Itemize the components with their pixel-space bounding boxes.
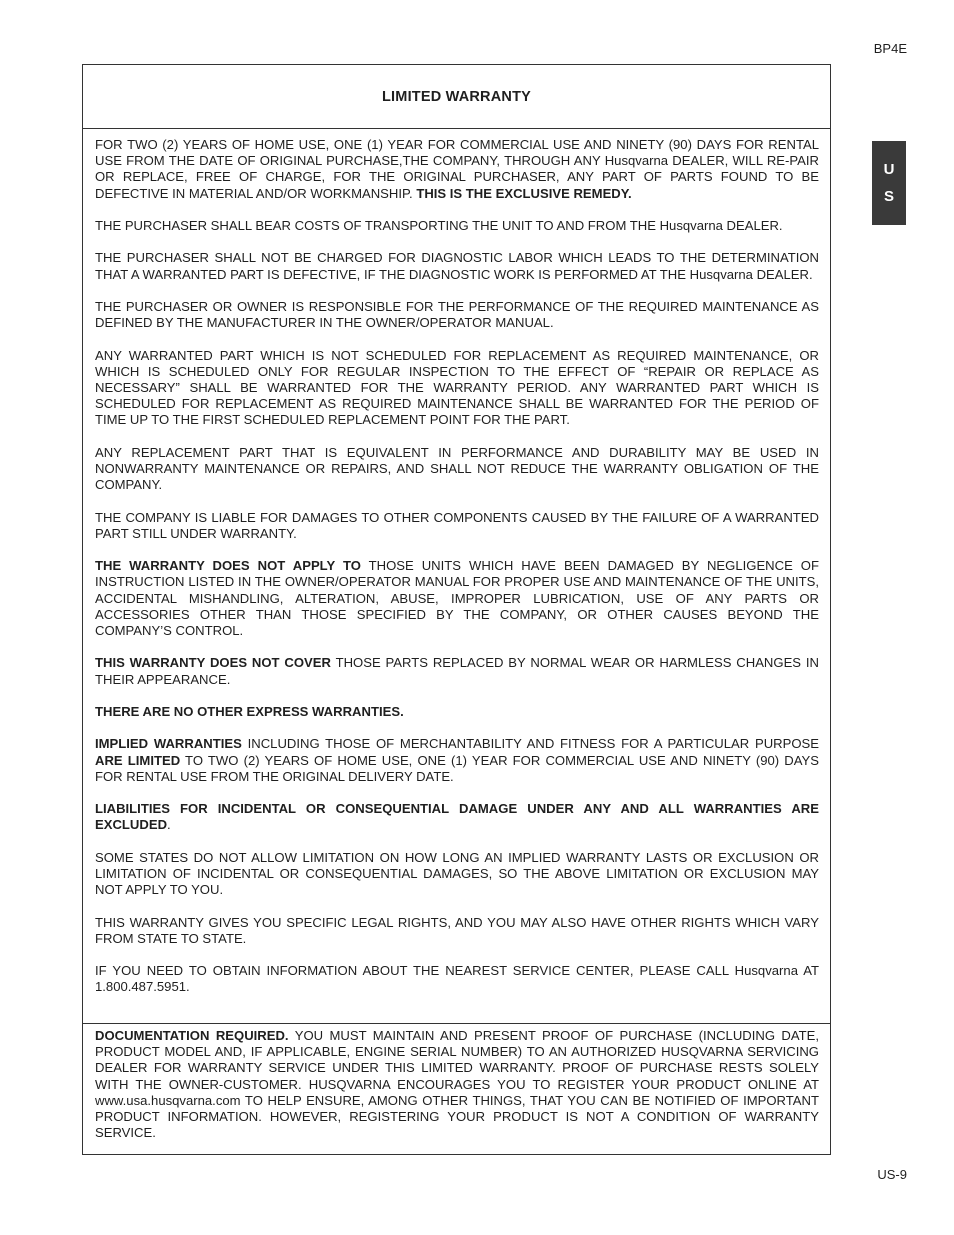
- warranty-title: LIMITED WARRANTY: [83, 65, 830, 129]
- documentation-section: [83, 1024, 830, 1141]
- paragraph-no-express-warranties: THERE ARE NO OTHER EXPRESS WARRANTIES.: [95, 703, 404, 719]
- paragraph-warranted-parts: ANY WARRANTED PART WHICH IS NOT SCHEDULED FOR REPLACEMENT AS REQUIRED MAINTENANCE, OR WHICH IS SCHEDULED ONLY FOR REGULAR INSPECTION TO THE EFFECT OF “REPAIR OR REPLACE AS NECESSARY” SHALL BE WARRANTED FOR THE WARRANTY PERIOD. ANY WARRANTED PART WHICH IS SCHEDULED FOR REPLACEMENT AS REQUIRED MAINTENANCE SHALL BE WARRANTED FOR THE PERIOD OF TIME UP TO THE FIRST SCHEDULED REPLACEMENT POINT FOR THE PART.: [95, 347, 819, 428]
- paragraph-state-limitations: SOME STATES DO NOT ALLOW LIMITATION ON HOW LONG AN IMPLIED WARRANTY LASTS OR EXCLUSION OR LIMITATION OF INCIDENTAL OR CONSEQUENTIAL DAMAGES, SO THE ABOVE LIMITATION OR EXCLUSION MAY NOT APPLY TO YOU.: [95, 849, 819, 898]
- paragraph-coverage: FOR TWO (2) YEARS OF HOME USE, ONE (1) YEAR FOR COMMERCIAL USE AND NINETY (90) DAYS FOR RENTAL USE FROM THE DATE OF ORIGINAL PURCHASE,THE COMPANY, THROUGH ANY Husqvarna DEALER, WILL RE-PAIR OR REPLACE, FREE OF CHARGE, FOR THE ORIGINAL PURCHASER, ANY PART OF PARTS FOUND TO BE DEFECTIVE IN MATERIAL AND/OR WORKMANSHIP. THIS IS THE EXCLUSIVE REMEDY.: [95, 137, 819, 201]
- paragraph-diagnostic-labor: THE PURCHASER SHALL NOT BE CHARGED FOR DIAGNOSTIC LABOR WHICH LEADS TO THE DETERMINATION THAT A WARRANTED PART IS DEFECTIVE, IF THE DIAGNOSTIC WORK IS PERFORMED AT THE Husqvarna DEALER.: [95, 250, 819, 282]
- language-tab-letter-s: S: [883, 188, 894, 205]
- paragraph-documentation-required: DOCUMENTATION REQUIRED. YOU MUST MAINTAIN AND PRESENT PROOF OF PURCHASE (INCLUDING DATE, PRODUCT MODEL AND, IF APPLICABLE, ENGINE SERIAL NUMBER) TO AN AUTHORIZED HUSQVARNA SERVICING DEALER FOR WARRANTY SERVICE UNDER THIS LIMITED WARRANTY. PROOF OF PURCHASE RESTS SOLELY WITH THE OWNER-CUSTOMER. HUSQVARNA ENCOURAGES YOU TO REGISTER YOUR PRODUCT ONLINE AT www.usa.husqvarna.com TO HELP ENSURE, AMONG OTHER THINGS, THAT YOU CAN BE NOTIFIED OF IMPORTANT PRODUCT INFORMATION. HOWEVER, REGISTERING YOUR PRODUCT IS NOT A CONDITION OF WARRANTY SERVICE.: [95, 1028, 819, 1141]
- paragraph-implied-warranties: IMPLIED WARRANTIES INCLUDING THOSE OF MERCHANTABILITY AND FITNESS FOR A PARTICULAR PURPOSE ARE LIMITED TO TWO (2) YEARS OF HOME USE, ONE (1) YEAR FOR COMMERCIAL USE AND NINETY (90) DAYS FOR RENTAL USE FROM THE ORIGINAL DELIVERY DATE.: [95, 736, 819, 784]
- language-tab-letter-u: U: [883, 161, 895, 178]
- paragraph-liabilities-excluded: LIABILITIES FOR INCIDENTAL OR CONSEQUENTIAL DAMAGE UNDER ANY AND ALL WARRANTIES ARE EXCLUDED.: [95, 801, 819, 833]
- paragraph-maintenance-responsibility: THE PURCHASER OR OWNER IS RESPONSIBLE FOR THE PERFORMANCE OF THE REQUIRED MAINTENANCE AS DEFINED BY THE MANUFACTURER IN THE OWNER/OPERATOR MANUAL.: [95, 298, 819, 331]
- paragraph-not-covered: THIS WARRANTY DOES NOT COVER THOSE PARTS REPLACED BY NORMAL WEAR OR HARMLESS CHANGES IN THEIR APPEARANCE.: [95, 655, 819, 687]
- warranty-body: [83, 129, 830, 1024]
- paragraph-company-liability: THE COMPANY IS LIABLE FOR DAMAGES TO OTHER COMPONENTS CAUSED BY THE FAILURE OF A WARRANTED PART STILL UNDER WARRANTY.: [95, 509, 819, 541]
- paragraph-replacement-parts: ANY REPLACEMENT PART THAT IS EQUIVALENT IN PERFORMANCE AND DURABILITY MAY BE USED IN NONWARRANTY MAINTENANCE OR REPAIRS, AND SHALL NOT REDUCE THE WARRANTY OBLIGATION OF THE COMPANY.: [95, 444, 819, 493]
- model-code: BP4E: [873, 41, 907, 56]
- paragraph-transport-costs: THE PURCHASER SHALL BEAR COSTS OF TRANSPORTING THE UNIT TO AND FROM THE Husqvarna DEALER.: [95, 218, 783, 233]
- warranty-box: [82, 64, 831, 1155]
- language-tab: [872, 141, 906, 225]
- paragraph-exclusions: THE WARRANTY DOES NOT APPLY TO THOSE UNITS WHICH HAVE BEEN DAMAGED BY NEGLIGENCE OF INSTRUCTION LISTED IN THE OWNER/OPERATOR MANUAL FOR PROPER USE AND MAINTENANCE OF THE UNITS, ACCIDENTAL MISHANDLING, ALTERATION, ABUSE, IMPROPER LUBRICATION, USE OF ANY PARTS OR ACCESSORIES OTHER THAN THOSE SPECIFIED BY THE COMPANY, OR OTHER CAUSES BEYOND THE COMPANY’S CONTROL.: [95, 558, 819, 638]
- paragraph-legal-rights: THIS WARRANTY GIVES YOU SPECIFIC LEGAL RIGHTS, AND YOU MAY ALSO HAVE OTHER RIGHTS WHICH VARY FROM STATE TO STATE.: [95, 914, 819, 946]
- paragraph-service-center: IF YOU NEED TO OBTAIN INFORMATION ABOUT THE NEAREST SERVICE CENTER, PLEASE CALL Husqvarna AT 1.800.487.5951.: [95, 963, 819, 995]
- page-number: US-9: [877, 1167, 907, 1182]
